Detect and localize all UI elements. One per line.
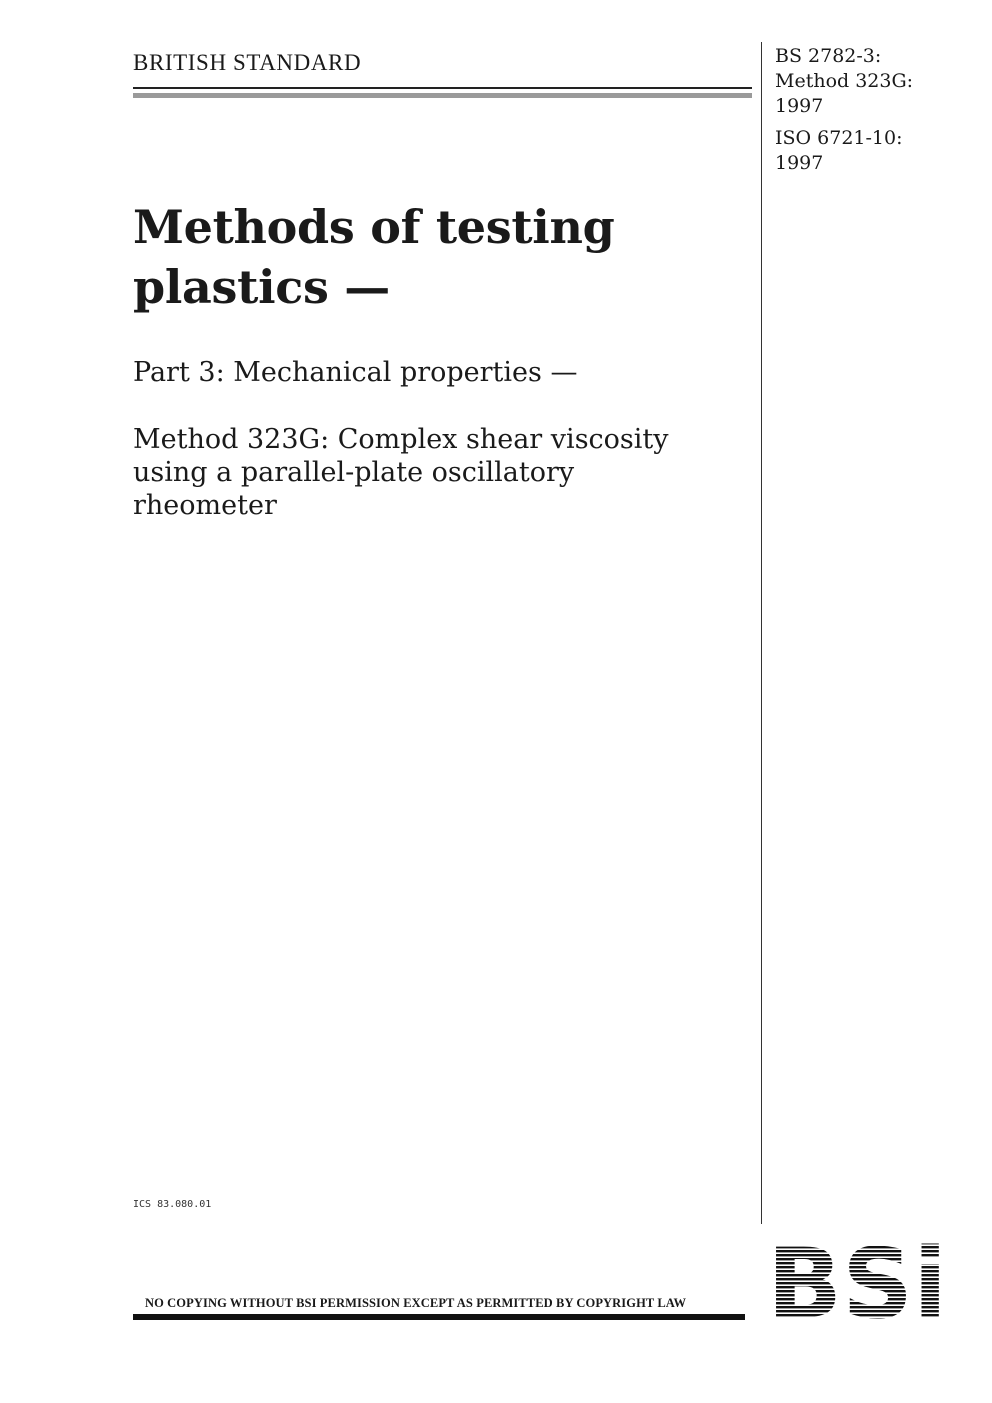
part-title: Part 3: Mechanical properties — (133, 357, 578, 388)
main-title (133, 197, 614, 317)
iso-number-line-1: ISO 6721-10: (775, 127, 903, 149)
bs-number-line-3: 1997 (775, 95, 824, 117)
method-title-line-3: rheometer (133, 490, 277, 521)
bsi-logo-icon (769, 1242, 947, 1322)
bsi-logo (769, 1242, 947, 1322)
bs-standard-number (775, 44, 913, 119)
bs-number-line-2: Method 323G: (775, 70, 914, 92)
method-title (133, 423, 669, 522)
bs-number-line-1: BS 2782-3: (775, 45, 882, 67)
header-rule-thick (133, 93, 752, 98)
iso-standard-number (775, 126, 903, 176)
iso-number-line-2: 1997 (775, 152, 824, 174)
footer-rule (133, 1314, 745, 1320)
method-title-line-1: Method 323G: Complex shear viscosity (133, 424, 669, 455)
ics-code: ICS 83.080.01 (133, 1199, 212, 1210)
method-title-line-2: using a parallel-plate oscillatory (133, 457, 575, 488)
document-brand: BRITISH STANDARD (133, 50, 362, 75)
header-rule-thin (133, 87, 752, 89)
main-title-line-1: Methods of testing (133, 200, 615, 254)
column-divider (761, 42, 762, 1224)
copyright-notice: NO COPYING WITHOUT BSI PERMISSION EXCEPT AS PERMITTED BY COPYRIGHT LAW (145, 1296, 687, 1310)
main-title-line-2: plastics — (133, 260, 390, 314)
